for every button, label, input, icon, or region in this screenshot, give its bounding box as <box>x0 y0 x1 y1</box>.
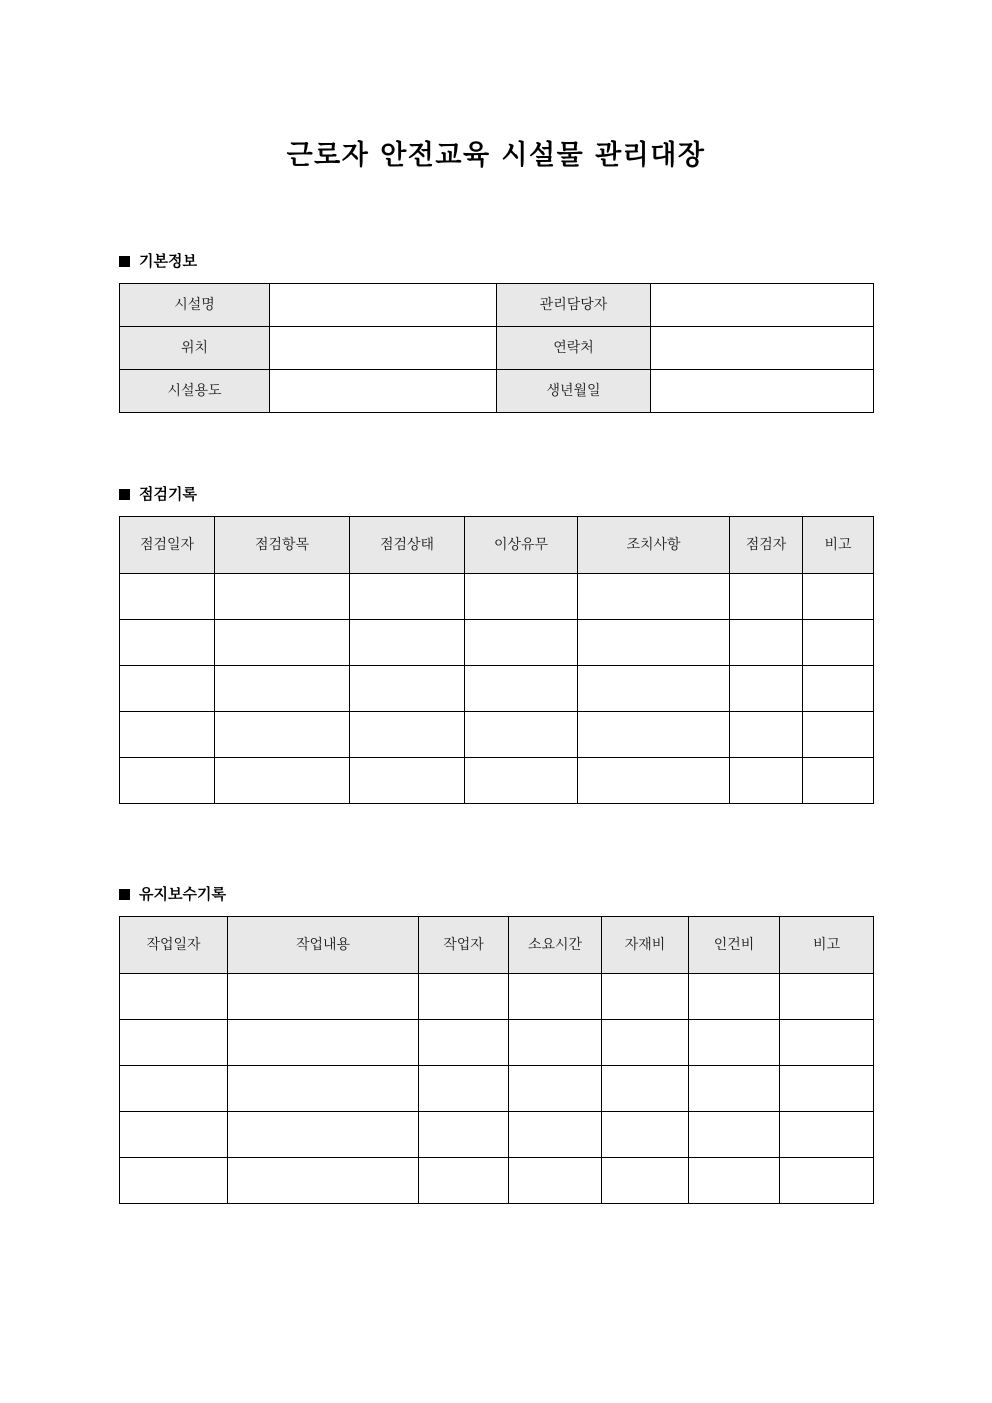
cell-inspection-item[interactable] <box>215 620 350 666</box>
cell-remarks[interactable] <box>803 712 874 758</box>
cell-remarks[interactable] <box>803 574 874 620</box>
cell-duration[interactable] <box>509 1020 602 1066</box>
cell-remarks[interactable] <box>780 974 874 1020</box>
cell-duration[interactable] <box>509 1112 602 1158</box>
field-label-facility-purpose: 시설용도 <box>120 370 270 413</box>
cell-duration[interactable] <box>509 1158 602 1204</box>
cell-action-taken[interactable] <box>578 758 730 804</box>
column-header-work-date: 작업일자 <box>120 917 228 974</box>
square-bullet-icon <box>119 889 130 900</box>
cell-work-date[interactable] <box>120 1112 228 1158</box>
column-header-remarks: 비고 <box>803 517 874 574</box>
cell-inspector[interactable] <box>730 620 803 666</box>
column-header-material-cost: 자재비 <box>602 917 689 974</box>
table-row <box>120 620 874 666</box>
cell-inspection-item[interactable] <box>215 574 350 620</box>
section-heading-label: 기본정보 <box>139 252 197 270</box>
field-label-facility-name: 시설명 <box>120 284 270 327</box>
basic-info-table <box>119 283 874 413</box>
cell-inspection-state[interactable] <box>350 574 465 620</box>
section-basic-info <box>119 251 873 413</box>
column-header-worker: 작업자 <box>419 917 509 974</box>
square-bullet-icon <box>119 489 130 500</box>
square-bullet-icon <box>119 256 130 267</box>
column-header-remarks: 비고 <box>780 917 874 974</box>
cell-abnormality[interactable] <box>465 574 578 620</box>
cell-remarks[interactable] <box>803 666 874 712</box>
column-header-labor-cost: 인건비 <box>689 917 780 974</box>
maintenance-table-body <box>120 974 874 1204</box>
cell-inspector[interactable] <box>730 712 803 758</box>
column-header-inspector: 점검자 <box>730 517 803 574</box>
field-value-manager[interactable] <box>651 284 874 327</box>
section-heading-label: 점검기록 <box>139 485 197 503</box>
page-title: 근로자 안전교육 시설물 관리대장 <box>286 140 706 171</box>
cell-abnormality[interactable] <box>465 620 578 666</box>
cell-inspector[interactable] <box>730 574 803 620</box>
table-row <box>120 1020 874 1066</box>
section-heading-label: 유지보수기록 <box>139 885 226 903</box>
cell-action-taken[interactable] <box>578 712 730 758</box>
cell-work-date[interactable] <box>120 1066 228 1112</box>
cell-work-content[interactable] <box>228 1112 419 1158</box>
maintenance-table-head <box>120 917 874 974</box>
cell-worker[interactable] <box>419 1112 509 1158</box>
cell-labor-cost[interactable] <box>689 974 780 1020</box>
basic-info-table-body <box>120 284 874 413</box>
table-row <box>120 1112 874 1158</box>
cell-action-taken[interactable] <box>578 574 730 620</box>
section-maintenance-record <box>119 884 873 1204</box>
cell-abnormality[interactable] <box>465 758 578 804</box>
field-label-location: 위치 <box>120 327 270 370</box>
cell-duration[interactable] <box>509 1066 602 1112</box>
cell-inspection-date[interactable] <box>120 666 215 712</box>
cell-labor-cost[interactable] <box>689 1158 780 1204</box>
cell-inspector[interactable] <box>730 758 803 804</box>
cell-work-date[interactable] <box>120 974 228 1020</box>
cell-remarks[interactable] <box>803 620 874 666</box>
column-header-inspection-item: 점검항목 <box>215 517 350 574</box>
cell-remarks[interactable] <box>780 1066 874 1112</box>
cell-inspection-state[interactable] <box>350 712 465 758</box>
field-value-birthdate[interactable] <box>651 370 874 413</box>
cell-labor-cost[interactable] <box>689 1020 780 1066</box>
table-row <box>120 1158 874 1204</box>
cell-material-cost[interactable] <box>602 1020 689 1066</box>
table-row <box>120 974 874 1020</box>
cell-labor-cost[interactable] <box>689 1112 780 1158</box>
cell-remarks[interactable] <box>780 1112 874 1158</box>
cell-work-content[interactable] <box>228 1158 419 1204</box>
cell-inspection-date[interactable] <box>120 574 215 620</box>
cell-inspection-state[interactable] <box>350 666 465 712</box>
section-heading-inspection-record <box>119 484 873 504</box>
table-row <box>120 1066 874 1112</box>
cell-work-content[interactable] <box>228 1066 419 1112</box>
table-row <box>120 666 874 712</box>
cell-action-taken[interactable] <box>578 620 730 666</box>
cell-action-taken[interactable] <box>578 666 730 712</box>
inspection-record-table <box>119 516 874 804</box>
cell-inspection-date[interactable] <box>120 712 215 758</box>
column-header-action-taken: 조치사항 <box>578 517 730 574</box>
table-row <box>120 712 874 758</box>
cell-abnormality[interactable] <box>465 666 578 712</box>
cell-work-content[interactable] <box>228 1020 419 1066</box>
table-row <box>120 574 874 620</box>
field-value-facility-purpose[interactable] <box>270 370 497 413</box>
section-heading-maintenance-record <box>119 884 873 904</box>
table-row <box>120 370 874 413</box>
cell-inspection-item[interactable] <box>215 712 350 758</box>
column-header-inspection-date: 점검일자 <box>120 517 215 574</box>
cell-remarks[interactable] <box>780 1158 874 1204</box>
column-header-inspection-state: 점검상태 <box>350 517 465 574</box>
cell-labor-cost[interactable] <box>689 1066 780 1112</box>
table-row <box>120 327 874 370</box>
cell-inspection-date[interactable] <box>120 620 215 666</box>
cell-worker[interactable] <box>419 974 509 1020</box>
section-heading-basic-info <box>119 251 873 271</box>
column-header-abnormality: 이상유무 <box>465 517 578 574</box>
cell-work-date[interactable] <box>120 1020 228 1066</box>
cell-abnormality[interactable] <box>465 712 578 758</box>
field-value-location[interactable] <box>270 327 497 370</box>
cell-material-cost[interactable] <box>602 1158 689 1204</box>
cell-inspection-date[interactable] <box>120 758 215 804</box>
cell-inspection-state[interactable] <box>350 758 465 804</box>
table-row <box>120 284 874 327</box>
field-label-contact: 연락처 <box>497 327 651 370</box>
field-label-birthdate: 생년월일 <box>497 370 651 413</box>
cell-material-cost[interactable] <box>602 974 689 1020</box>
cell-worker[interactable] <box>419 1158 509 1204</box>
field-value-contact[interactable] <box>651 327 874 370</box>
field-value-facility-name[interactable] <box>270 284 497 327</box>
cell-material-cost[interactable] <box>602 1066 689 1112</box>
table-header-row <box>120 517 874 574</box>
cell-work-date[interactable] <box>120 1158 228 1204</box>
cell-remarks[interactable] <box>803 758 874 804</box>
cell-inspection-item[interactable] <box>215 666 350 712</box>
maintenance-record-table <box>119 916 874 1204</box>
section-inspection-record <box>119 484 873 804</box>
column-header-duration: 소요시간 <box>509 917 602 974</box>
cell-remarks[interactable] <box>780 1020 874 1066</box>
inspection-table-head <box>120 517 874 574</box>
table-header-row <box>120 917 874 974</box>
field-label-manager: 관리담당자 <box>497 284 651 327</box>
cell-duration[interactable] <box>509 974 602 1020</box>
cell-material-cost[interactable] <box>602 1112 689 1158</box>
column-header-work-content: 작업내용 <box>228 917 419 974</box>
inspection-table-body <box>120 574 874 804</box>
cell-work-content[interactable] <box>228 974 419 1020</box>
cell-inspection-item[interactable] <box>215 758 350 804</box>
table-row <box>120 758 874 804</box>
cell-worker[interactable] <box>419 1066 509 1112</box>
cell-inspection-state[interactable] <box>350 620 465 666</box>
cell-inspector[interactable] <box>730 666 803 712</box>
cell-worker[interactable] <box>419 1020 509 1066</box>
